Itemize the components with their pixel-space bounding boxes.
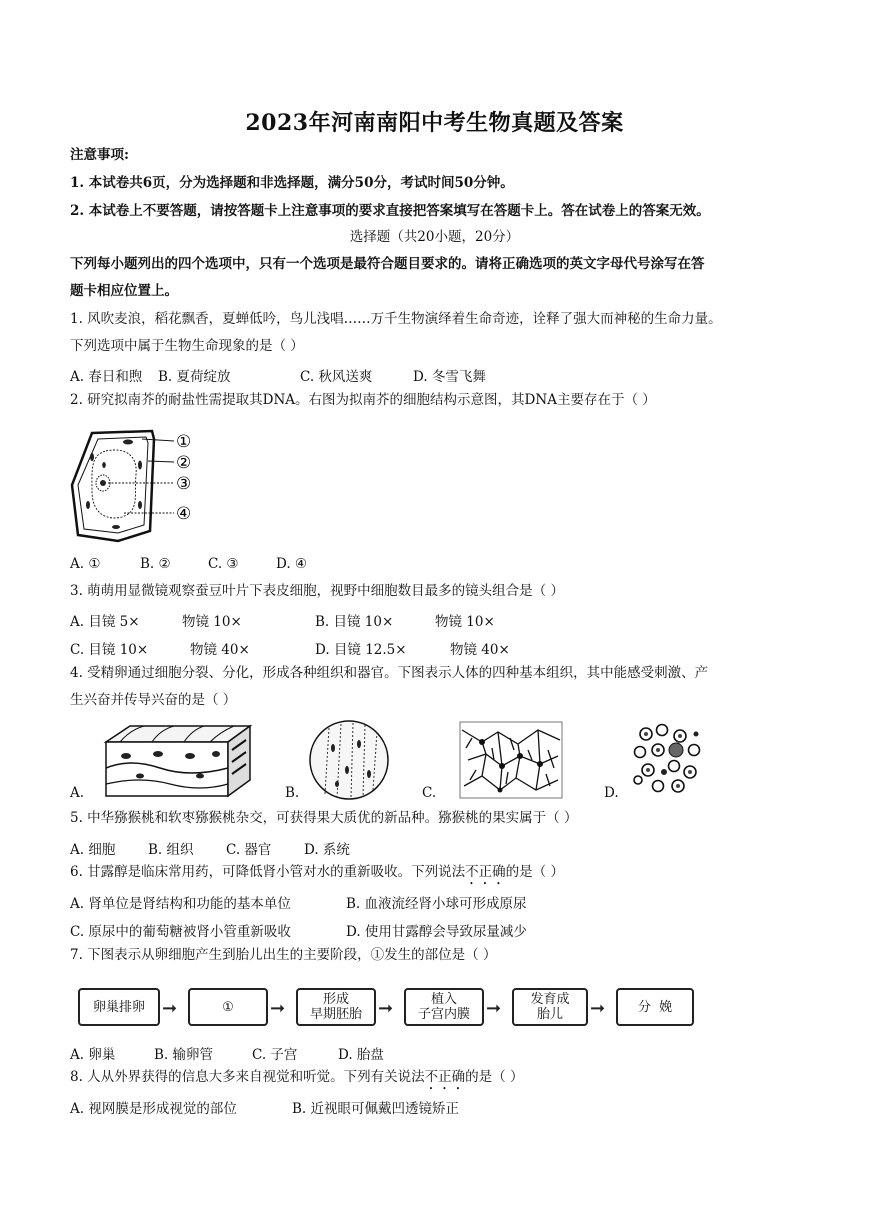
q2-option-a: A. ① (70, 556, 101, 572)
q5-option-b: B. 组织 (148, 842, 194, 858)
q4-option-a: A. (70, 785, 85, 801)
q6-stem-emphasis: 不正确 (465, 864, 506, 880)
cell-label-4: ④ (176, 504, 192, 524)
q6-option-b: B. 血液流经肾小球可形成原尿 (346, 896, 527, 912)
q7-option-c: C. 子宫 (252, 1047, 298, 1063)
q4-option-c: C. (422, 785, 437, 801)
q3-stem: 3. 萌萌用显微镜观察蚕豆叶片下表皮细胞，视野中细胞数目最多的镜头组合是（ ） (70, 583, 564, 599)
flow-step-early-embryo: 形成 早期胚胎 (296, 988, 376, 1026)
q7-option-a: A. 卵巢 (70, 1047, 116, 1063)
notice-item-2: 2. 本试卷上不要答题，请按答题卡上注意事项的要求直接把答案填写在答题卡上。答在试卷上的答案无效。 (70, 203, 710, 219)
q3-option-c-objective: 物镜 40× (190, 642, 250, 658)
q8-stem (70, 1069, 523, 1093)
q1-option-c: C. 秋风送爽 (300, 369, 373, 385)
cell-label-1: ① (176, 432, 192, 452)
q3-option-d-eyepiece: D. 目镜 12.5× (315, 642, 407, 658)
q8-option-a: A. 视网膜是形成视觉的部位 (70, 1101, 237, 1117)
q1-option-a: A. 春日和煦 (70, 369, 143, 385)
q7-option-b: B. 输卵管 (154, 1047, 214, 1063)
muscle-tissue-image (307, 718, 391, 802)
q7-stem: 7. 下图表示从卵细胞产生到胎儿出生的主要阶段，①发生的部位是（ ） (70, 947, 497, 963)
q6-option-a: A. 肾单位是肾结构和功能的基本单位 (70, 896, 291, 912)
nerve-tissue-image (458, 720, 564, 800)
q1-option-d: D. 冬雪飞舞 (413, 369, 486, 385)
cell-label-2: ② (176, 453, 192, 473)
page-title: 2023年河南南阳中考生物真题及答案 (245, 110, 624, 136)
q8-stem-post: 的是（ ） (465, 1069, 524, 1085)
q3-option-a-eyepiece: A. 目镜 5× (70, 614, 140, 630)
q3-option-d-objective: 物镜 40× (450, 642, 510, 658)
q5-stem: 5. 中华猕猴桃和软枣猕猴桃杂交，可获得果大质优的新品种。猕猴桃的果实属于（ ） (70, 810, 578, 826)
q1-stem-1: 1. 风吹麦浪，稻花飘香，夏蝉低吟，鸟儿浅唱……万千生物演绎着生命奇迹，诠释了强大而神秘的生命力量。 (70, 311, 722, 327)
q3-option-a-objective: 物镜 10× (182, 614, 242, 630)
q1-option-b: B. 夏荷绽放 (158, 369, 231, 385)
q5-option-c: C. 器官 (226, 842, 272, 858)
flow-step-fetus: 发育成 胎儿 (512, 988, 588, 1026)
q4-stem-2: 生兴奋并传导兴奋的是（ ） (70, 692, 237, 708)
q4-stem-1: 4. 受精卵通过细胞分裂、分化，形成各种组织和器官。下图表示人体的四种基本组织，其中能感受刺激、产 (70, 665, 709, 681)
section-heading: 选择题（共20小题，20分） (349, 229, 520, 245)
flow-step-ovulation: 卵巢排卵 (78, 988, 160, 1026)
flow-arrow-icon: ➞ (486, 998, 502, 1019)
q2-option-d: D. ④ (276, 556, 308, 572)
flow-arrow-icon: ➞ (590, 998, 606, 1019)
section-instruction-2: 题卡相应位置上。 (70, 283, 178, 299)
epithelial-tissue-image (100, 722, 252, 802)
q4-option-d: D. (604, 785, 619, 801)
flow-arrow-icon: ➞ (378, 998, 394, 1019)
flow-step-fertilization: ① (188, 988, 268, 1026)
flow-arrow-icon: ➞ (162, 998, 178, 1019)
notice-item-1: 1. 本试卷共6页，分为选择题和非选择题，满分50分，考试时间50分钟。 (70, 175, 514, 191)
q8-stem-emphasis: 不正确 (424, 1069, 466, 1085)
section-instruction-1: 下列每小题列出的四个选项中，只有一个选项是最符合题目要求的。请将正确选项的英文字母代号涂写在答 (70, 256, 705, 272)
q8-option-b: B. 近视眼可佩戴凹透镜矫正 (292, 1101, 460, 1117)
flow-step-delivery: 分 娩 (616, 988, 694, 1026)
q6-option-d: D. 使用甘露醇会导致尿量减少 (346, 924, 527, 940)
q6-stem-post: 的是（ ） (505, 864, 564, 880)
flow-step-implantation: 植入 子宫内膜 (404, 988, 484, 1026)
q7-option-d: D. 胎盘 (338, 1047, 384, 1063)
flow-arrow-icon: ➞ (270, 998, 286, 1019)
plant-cell-diagram (70, 425, 210, 547)
blood-tissue-image (628, 720, 708, 800)
q4-option-b: B. (285, 785, 300, 801)
q8-stem-pre: 8. 人从外界获得的信息大多来自视觉和听觉。下列有关说法 (70, 1069, 425, 1085)
q1-stem-2: 下列选项中属于生物生命现象的是（ ） (70, 338, 304, 354)
q3-option-b-objective: 物镜 10× (435, 614, 495, 630)
q6-option-c: C. 原尿中的葡萄糖被肾小管重新吸收 (70, 924, 291, 940)
q5-option-d: D. 系统 (304, 842, 350, 858)
q5-option-a: A. 细胞 (70, 842, 116, 858)
q3-option-b-eyepiece: B. 目镜 10× (315, 614, 394, 630)
q6-stem-pre: 6. 甘露醇是临床常用药，可降低肾小管对水的重新吸收。下列说法 (70, 864, 466, 880)
q2-option-b: B. ② (140, 556, 171, 572)
q2-option-c: C. ③ (208, 556, 239, 572)
q2-stem: 2. 研究拟南芥的耐盐性需提取其DNA。右图为拟南芥的细胞结构示意图，其DNA主要存在于（ ） (70, 392, 656, 408)
notice-heading: 注意事项: (70, 147, 129, 163)
q3-option-c-eyepiece: C. 目镜 10× (70, 642, 149, 658)
cell-label-3: ③ (176, 474, 192, 494)
q6-stem (70, 864, 564, 888)
